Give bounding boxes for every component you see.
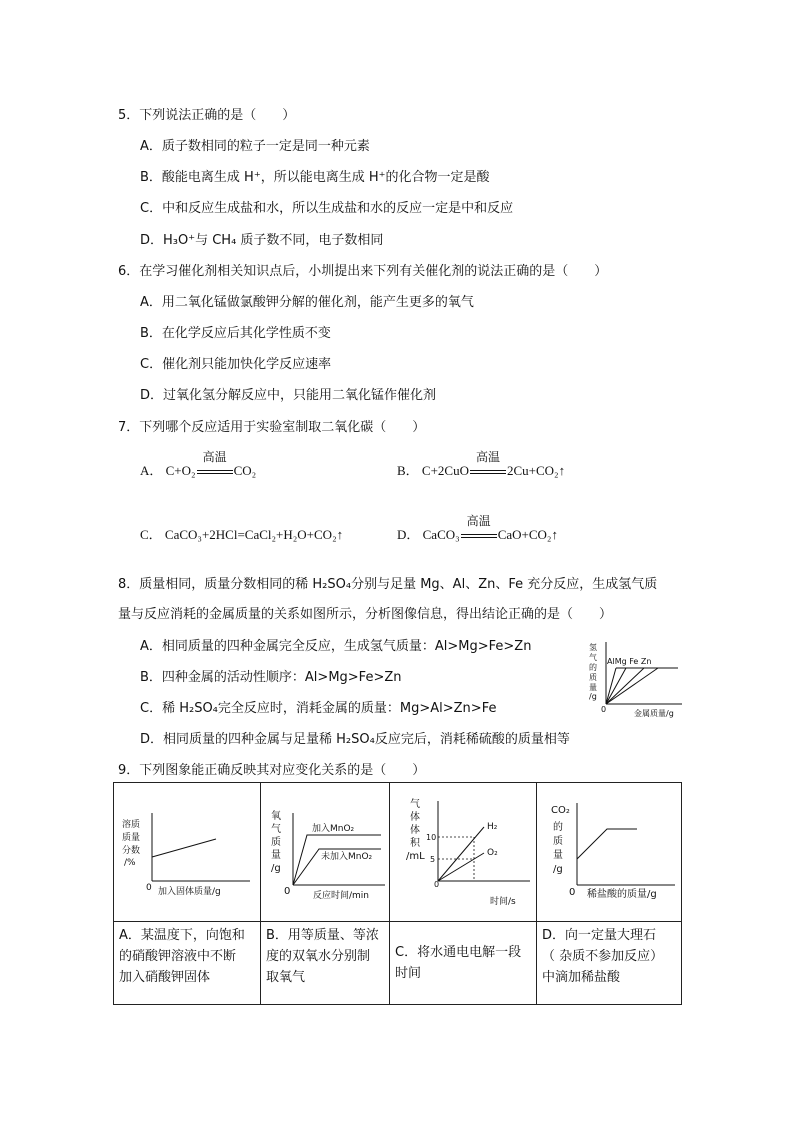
q7-a-left: C+O₂ — [165, 463, 196, 478]
q9c-origin: 0 — [434, 880, 440, 889]
q9-table — [113, 782, 682, 1005]
q9c-ylabel-2: 体 — [410, 812, 420, 823]
q7-d-right: CaO+CO₂↑ — [497, 527, 558, 542]
q8-ylabel-5: 量 — [589, 683, 597, 692]
q7-option-c — [140, 524, 343, 543]
q9d-ylabel-4: 量 — [553, 850, 563, 861]
q9b-xlabel: 反应时间/min — [313, 891, 370, 901]
q9c-xlabel: 时间/s — [490, 897, 516, 907]
q8-option-d: D．相同质量的四种金属与足量稀 H₂SO₄反应完后，消耗稀硫酸的质量相等 — [140, 732, 570, 747]
q7-b-condition — [469, 450, 507, 479]
q9-graph-a — [114, 783, 260, 917]
q5-option-d: D．H₃O⁺与 CH₄ 质子数不同，电子数相同 — [140, 233, 384, 248]
q9b-ylabel-2: 气 — [271, 824, 281, 835]
q9c-o2-label: O₂ — [487, 848, 498, 858]
q9a-ylabel-2: 质量 — [122, 833, 141, 843]
q9a-line — [152, 839, 216, 857]
q8-ylabel-4: 质 — [589, 673, 597, 682]
q9-graph-c — [390, 783, 536, 917]
q8-ylabel-1: 氢 — [589, 643, 597, 652]
q5-stem: 5．下列说法正确的是（ ） — [118, 108, 296, 123]
q9c-ylabel-3: 体 — [410, 825, 420, 836]
q8-curve-labels: AlMg Fe Zn — [607, 657, 652, 666]
q9-graph-b-cell — [261, 783, 390, 922]
q9b-caption-line3: 取氧气 — [266, 970, 306, 985]
q9b-ylabel-5: /g — [271, 863, 281, 874]
q9d-caption-line3: 中滴加稀盐酸 — [542, 970, 621, 985]
q6-option-b: B．在化学反应后其化学性质不变 — [140, 326, 331, 341]
q9-stem: 9．下列图象能正确反映其对应变化关系的是（ ） — [118, 763, 426, 778]
q9b-line2-label: 未加入MnO₂ — [321, 852, 373, 862]
q7-b-right: 2Cu+CO₂↑ — [506, 463, 566, 478]
q8-ylabel-2: 气 — [589, 653, 597, 662]
q5-option-b: B．酸能电离生成 H⁺，所以能电离生成 H⁺的化合物一定是酸 — [140, 170, 490, 185]
q7-stem: 7．下列哪个反应适用于实验室制取二氧化碳（ ） — [118, 420, 426, 435]
q9d-caption-line2: （ 杂质不参加反应） — [542, 949, 664, 964]
q9c-tick-5: 5 — [430, 855, 436, 864]
q7-a-condition — [196, 450, 234, 479]
q8-ylabel-3: 的 — [589, 663, 597, 672]
q9-graph-d-cell — [537, 783, 682, 922]
q7-a-label: A． — [140, 463, 163, 478]
q8-option-a: A．相同质量的四种金属完全反应，生成氢气质量：Al>Mg>Fe>Zn — [140, 639, 532, 654]
q7-option-a — [140, 450, 257, 479]
q7-c-equation: CaCO₃+2HCl=CaCl₂+H₂O+CO₂↑ — [164, 527, 344, 542]
q9b-line1-label: 加入MnO₂ — [312, 824, 355, 834]
q9-graph-d — [537, 783, 681, 917]
q9a-caption-line2: 的硝酸钾溶液中不断 — [119, 949, 237, 964]
q8-option-b: B．四种金属的活动性顺序：Al>Mg>Fe>Zn — [140, 670, 402, 685]
q7-d-left: CaCO₃ — [422, 527, 460, 542]
q8-line-mg — [606, 668, 626, 704]
q9c-ylabel-5: /mL — [406, 851, 425, 862]
q9c-caption-line1: C．将水通电电解一段 — [395, 945, 522, 960]
q7-c-label: C． — [140, 527, 162, 542]
q8-line-zn — [606, 668, 658, 704]
q9b-caption-line2: 度的双氧水分别制 — [266, 949, 371, 964]
q9c-line-h2 — [438, 827, 484, 881]
q8-stem-line2: 量与反应消耗的金属质量的关系如图所示，分析图像信息，得出结论正确的是（ ） — [118, 607, 613, 622]
q9d-line — [577, 829, 637, 859]
q9a-ylabel-1: 溶质 — [122, 820, 141, 830]
q9a-caption-line1: A．某温度下，向饱和 — [119, 928, 245, 943]
q9-caption-d — [537, 922, 682, 1005]
q9d-xlabel: 稀盐酸的质量/g — [587, 889, 657, 900]
q9d-origin: 0 — [569, 887, 576, 898]
q7-a-right: CO₂ — [233, 463, 257, 478]
q9b-ylabel-1: 氧 — [271, 811, 281, 822]
q5-option-a: A．质子数相同的粒子一定是同一种元素 — [140, 139, 370, 154]
q9b-caption-line1: B．用等质量、等浓 — [266, 928, 379, 943]
q9c-h2-label: H₂ — [487, 822, 498, 832]
q7-d-label: D． — [397, 527, 420, 542]
q7-b-left: C+2CuO — [421, 463, 469, 478]
q6-stem: 6．在学习催化剂相关知识点后，小圳提出来下列有关催化剂的说法正确的是（ ） — [118, 264, 608, 279]
q7-d-condition — [460, 514, 498, 543]
q9b-ylabel-3: 质 — [271, 837, 281, 848]
q8-graph — [586, 638, 686, 720]
q6-option-c: C．催化剂只能加快化学反应速率 — [140, 357, 332, 372]
q7-b-label: B． — [397, 463, 419, 478]
q9d-ylabel-3: 质 — [553, 836, 563, 847]
q9-caption-c — [390, 922, 537, 1005]
q9c-caption-line2: 时间 — [395, 966, 422, 981]
q9a-ylabel-3: 分数 — [122, 846, 141, 856]
q9b-origin: 0 — [284, 886, 291, 897]
q9-graph-c-cell — [390, 783, 537, 922]
q7-b-condition-text: 高温 — [475, 450, 500, 464]
q8-ylabel-6: /g — [589, 692, 597, 701]
q7-d-condition-text: 高温 — [466, 514, 491, 528]
q9b-ylabel-4: 量 — [271, 850, 281, 861]
q8-xlabel: 金属质量/g — [634, 709, 674, 718]
q9a-caption-line3: 加入硝酸钾固体 — [119, 970, 211, 985]
q7-option-b — [397, 450, 566, 479]
q9-graph-a-cell — [114, 783, 261, 922]
q7-option-d — [397, 514, 558, 543]
q9d-caption-line1: D．向一定量大理石 — [542, 928, 657, 943]
q8-line-fe — [606, 668, 644, 704]
q8-option-c: C．稀 H₂SO₄完全反应时，消耗金属的质量：Mg>Al>Zn>Fe — [140, 701, 497, 716]
q9d-ylabel-2: 的 — [553, 822, 563, 833]
q9a-origin: 0 — [146, 883, 152, 893]
q9c-ylabel-4: 积 — [410, 838, 420, 849]
q9a-xlabel: 加入固体质量/g — [158, 887, 221, 897]
q9-caption-b — [261, 922, 390, 1005]
q9c-line-o2 — [438, 853, 484, 881]
q8-stem-line1: 8．质量相同，质量分数相同的稀 H₂SO₄分别与足量 Mg、Al、Zn、Fe 充分反应，生成氢气质 — [118, 577, 658, 592]
q9d-ylabel-5: /g — [553, 864, 563, 875]
q7-a-condition-text: 高温 — [202, 450, 227, 464]
q9c-tick-10: 10 — [426, 833, 437, 842]
q6-option-d: D．过氧化氢分解反应中，只能用二氧化锰作催化剂 — [140, 388, 437, 403]
q5-option-c: C．中和反应生成盐和水，所以生成盐和水的反应一定是中和反应 — [140, 201, 514, 216]
q9-caption-a — [114, 922, 261, 1005]
q8-origin: 0 — [601, 705, 607, 714]
q9a-ylabel-4: /% — [124, 858, 136, 868]
q9c-ylabel-1: 气 — [410, 799, 420, 810]
q9-graph-b — [261, 783, 389, 917]
q9d-ylabel-1: CO₂ — [551, 805, 570, 816]
q6-option-a: A．用二氧化锰做氯酸钾分解的催化剂，能产生更多的氧气 — [140, 295, 474, 310]
